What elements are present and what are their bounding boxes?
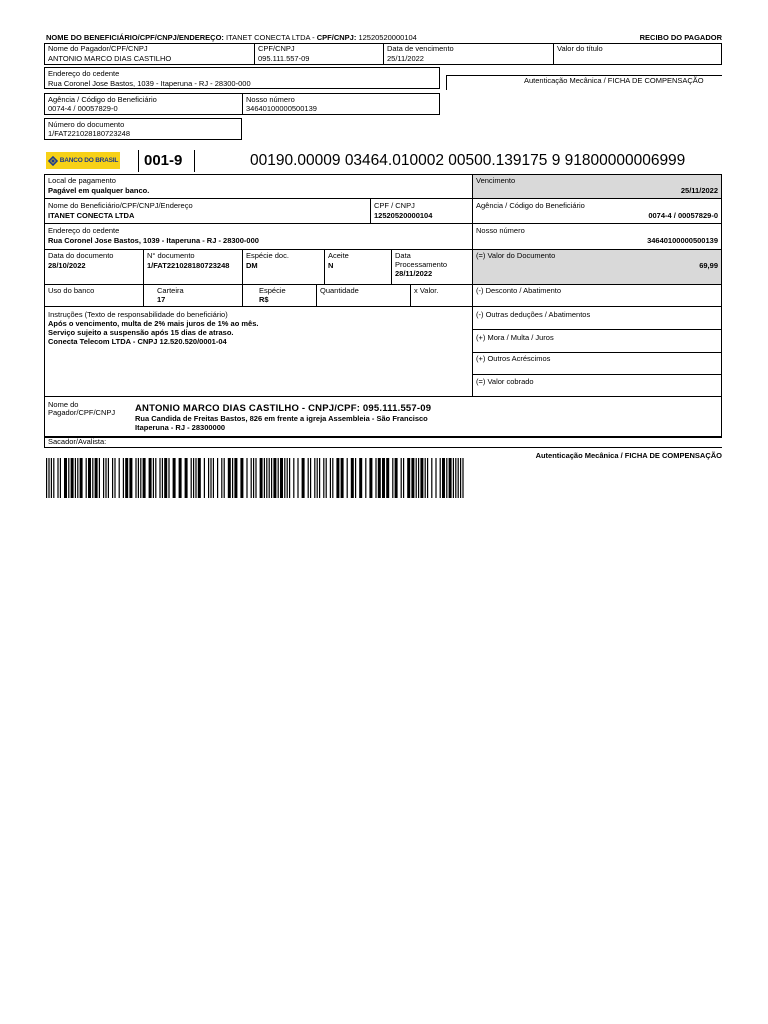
recibo-autenticacao: Autenticação Mecânica / FICHA DE COMPENSAÇÃO: [524, 76, 704, 85]
endereco-cedente-value: Rua Coronel Jose Bastos, 1039 - Itaperuna - RJ - 28300-000: [48, 236, 259, 245]
aceite-label: Aceite: [328, 251, 349, 260]
cnpj-header-value: 12520520000104: [358, 33, 417, 42]
nosso-numero-label: Nosso número: [476, 226, 525, 235]
aceite-value: N: [328, 261, 334, 270]
barcode-icon: [46, 458, 464, 498]
data-proc-label-1: Data: [395, 251, 411, 260]
carteira-value: 17: [157, 295, 166, 304]
data-proc-label-2: Processamento: [395, 260, 448, 269]
recibo-endereco-value: Rua Coronel Jose Bastos, 1039 - Itaperuna - RJ - 28300-000: [48, 79, 251, 88]
especie-doc-label: Espécie doc.: [246, 251, 289, 260]
agencia-value: 0074-4 / 00057829-0: [648, 211, 718, 220]
pagador-label-2: Pagador/CPF/CNPJ: [48, 408, 116, 417]
local-pagamento-value: Pagável em qualquer banco.: [48, 186, 150, 195]
recibo-cpf-value: 095.111.557-09: [258, 54, 310, 63]
outras-deducoes-label: (-) Outras deduções / Abatimentos: [476, 310, 591, 319]
recibo-agencia-value: 0074-4 / 00057829-0: [48, 104, 118, 113]
recibo-venc-value: 25/11/2022: [387, 54, 424, 63]
recibo-endereco-label: Endereço do cedente: [48, 69, 120, 78]
instrucoes-label: Instruções (Texto de responsabilidade do beneficiário): [48, 310, 228, 319]
ficha-autenticacao: Autenticação Mecânica / FICHA DE COMPENSAÇÃO: [535, 451, 722, 460]
x-valor-label: x Valor.: [414, 286, 439, 295]
recibo-title: RECIBO DO PAGADOR: [639, 33, 722, 42]
mora-multa-label: (+) Mora / Multa / Juros: [476, 333, 554, 342]
recibo-valor-label: Valor do título: [557, 44, 603, 53]
instrucao-line-1: Após o vencimento, multa de 2% mais juros de 1% ao mês.: [48, 319, 259, 328]
pagador-label-1: Nome do: [48, 400, 79, 409]
beneficiario-value: ITANET CONECTA LTDA: [48, 211, 135, 220]
recibo-numdoc-label: Número do documento: [48, 120, 125, 129]
benef-header-name: ITANET CONECTA LTDA -: [226, 33, 315, 42]
bank-logo-text: BANCO DO BRASIL: [59, 157, 119, 164]
especie-doc-value: DM: [246, 261, 258, 270]
linha-digitavel: 00190.00009 03464.010002 00500.139175 9 91800000006999: [250, 152, 686, 169]
valor-documento-label: (=) Valor do Documento: [476, 251, 556, 260]
uso-banco-label: Uso do banco: [48, 286, 95, 295]
recibo-header: [46, 33, 722, 43]
cnpj-header-label: CPF/CNPJ:: [316, 33, 357, 42]
instrucao-line-3: Conecta Telecom LTDA - CNPJ 12.520.520/0001-04: [48, 337, 227, 346]
data-documento-label: Data do documento: [48, 251, 114, 260]
valor-documento-value: 69,99: [699, 261, 718, 270]
especie-value: R$: [259, 295, 269, 304]
valor-cobrado-label: (=) Valor cobrado: [476, 377, 534, 386]
data-documento-value: 28/10/2022: [48, 261, 86, 270]
instrucao-line-2: Serviço sujeito a suspensão após 15 dias de atraso.: [48, 328, 234, 337]
num-documento-value: 1/FAT221028180723248: [147, 261, 230, 270]
desconto-label: (-) Desconto / Abatimento: [476, 286, 562, 295]
local-pagamento-label: Local de pagamento: [48, 176, 116, 185]
carteira-label: Carteira: [157, 286, 184, 295]
vencimento-label: Vencimento: [476, 176, 516, 185]
recibo-venc-label: Data de vencimento: [387, 44, 454, 53]
recibo-pagador-value: ANTONIO MARCO DIAS CASTILHO: [48, 54, 172, 63]
pagador-address-2: Itaperuna - RJ - 28300000: [135, 423, 226, 432]
data-proc-value: 28/11/2022: [395, 269, 433, 278]
recibo-pagador-label: Nome do Pagador/CPF/CNPJ: [48, 44, 148, 53]
recibo-nosso-label: Nosso número: [246, 95, 295, 104]
recibo-nosso-value: 34640100000500139: [246, 104, 317, 113]
vencimento-value: 25/11/2022: [680, 186, 718, 195]
endereco-cedente-label: Endereço do cedente: [48, 226, 120, 235]
especie-label: Espécie: [259, 286, 286, 295]
beneficiario-label: Nome do Beneficiário/CPF/CNPJ/Endereço: [48, 201, 193, 210]
cpf-cnpj-label: CPF / CNPJ: [374, 201, 415, 210]
recibo-numdoc-value: 1/FAT221028180723248: [48, 129, 131, 138]
recibo-cpf-label: CPF/CNPJ: [258, 44, 295, 53]
pagador-name: ANTONIO MARCO DIAS CASTILHO - CNPJ/CPF: 095.111.557-09: [135, 403, 432, 414]
quantidade-label: Quantidade: [320, 286, 359, 295]
pagador-address-1: Rua Candida de Freitas Bastos, 826 em frente a igreja Assembleia - São Francisco: [135, 414, 428, 423]
num-documento-label: N° documento: [147, 251, 195, 260]
banco-do-brasil-logo-icon: [46, 152, 120, 169]
bank-code: 001-9: [144, 152, 183, 169]
agencia-label: Agência / Código do Beneficiário: [476, 201, 585, 210]
sacador-label: Sacador/Avalista:: [48, 437, 107, 446]
benef-header-label: NOME DO BENEFICIÁRIO/CPF/CNPJ/ENDEREÇO:: [46, 33, 224, 42]
outros-acrescimos-label: (+) Outros Acréscimos: [476, 354, 551, 363]
nosso-numero-value: 34640100000500139: [647, 236, 718, 245]
recibo-agencia-label: Agência / Código do Beneficiário: [48, 95, 157, 104]
cpf-cnpj-value: 12520520000104: [374, 211, 433, 220]
